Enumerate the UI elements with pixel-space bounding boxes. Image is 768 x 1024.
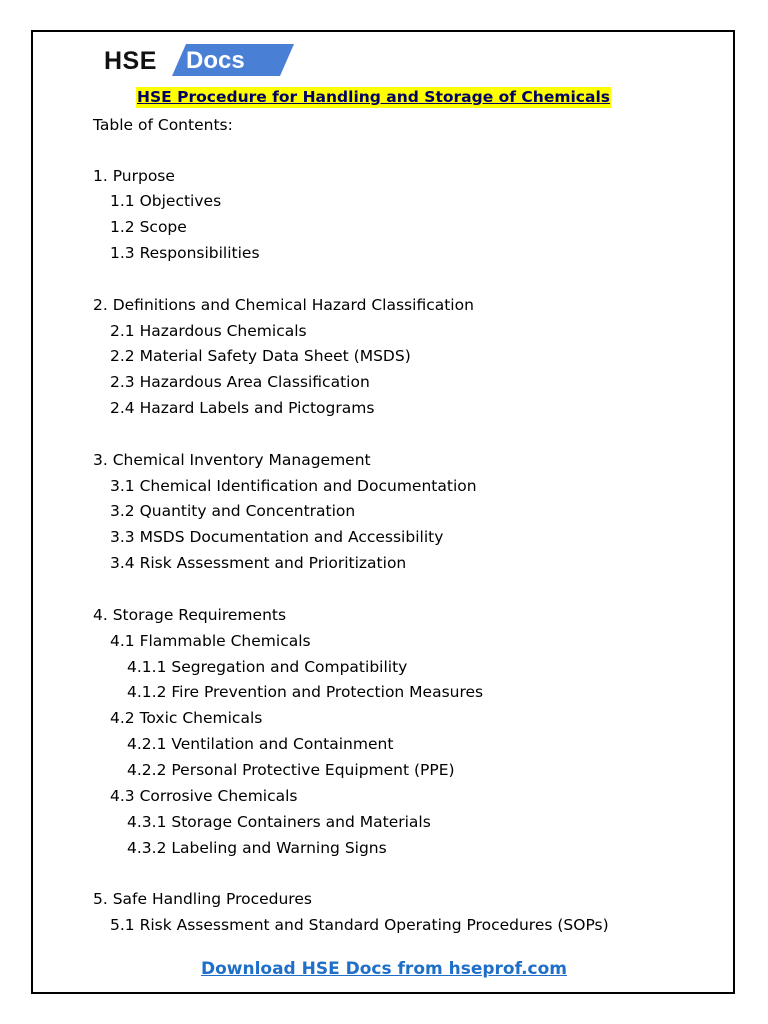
toc-entry: 4.1.1 Segregation and Compatibility — [127, 658, 408, 676]
download-link[interactable]: Download HSE Docs from hseprof.com — [200, 959, 568, 979]
toc-entry: 4.2.2 Personal Protective Equipment (PPE) — [127, 761, 455, 779]
toc-entry: 3.2 Quantity and Concentration — [110, 502, 356, 520]
toc-entry: 4.1 Flammable Chemicals — [110, 632, 311, 650]
toc-entry: 2.1 Hazardous Chemicals — [110, 322, 307, 340]
toc-entry: 2.4 Hazard Labels and Pictograms — [110, 399, 375, 417]
toc-entry: 1.3 Responsibilities — [110, 244, 260, 262]
toc-entry: 1.1 Objectives — [110, 192, 222, 210]
logo-docs-text: Docs — [186, 47, 245, 74]
toc-entry: 5.1 Risk Assessment and Standard Operating Procedures (SOPs) — [110, 916, 609, 934]
toc-entry: 4.1.2 Fire Prevention and Protection Measures — [127, 683, 484, 701]
toc-entry: 3.3 MSDS Documentation and Accessibility — [110, 528, 444, 546]
toc-entry: 2.2 Material Safety Data Sheet (MSDS) — [110, 347, 411, 365]
toc-entry: 4.3.1 Storage Containers and Materials — [127, 813, 431, 831]
toc-entry: 2.3 Hazardous Area Classification — [110, 373, 370, 391]
toc-entry: 4.2 Toxic Chemicals — [110, 709, 263, 727]
toc-entry: 1. Purpose — [93, 167, 175, 185]
toc-entry: 4. Storage Requirements — [93, 606, 287, 624]
logo-hse-text: HSE — [104, 47, 157, 75]
toc-entry: 3.1 Chemical Identification and Documentation — [110, 477, 477, 495]
toc-entry: 4.3 Corrosive Chemicals — [110, 787, 298, 805]
toc-entry: 1.2 Scope — [110, 218, 187, 236]
toc-entry: 4.2.1 Ventilation and Containment — [127, 735, 394, 753]
toc-entry: 3.4 Risk Assessment and Prioritization — [110, 554, 407, 572]
toc-entry: 4.3.2 Labeling and Warning Signs — [127, 839, 387, 857]
toc-entry: 2. Definitions and Chemical Hazard Classification — [93, 296, 474, 314]
toc-entry: 5. Safe Handling Procedures — [93, 890, 312, 908]
toc-heading: Table of Contents: — [93, 116, 233, 134]
document-title: HSE Procedure for Handling and Storage of Chemicals — [137, 88, 610, 106]
toc-entry: 3. Chemical Inventory Management — [93, 451, 371, 469]
